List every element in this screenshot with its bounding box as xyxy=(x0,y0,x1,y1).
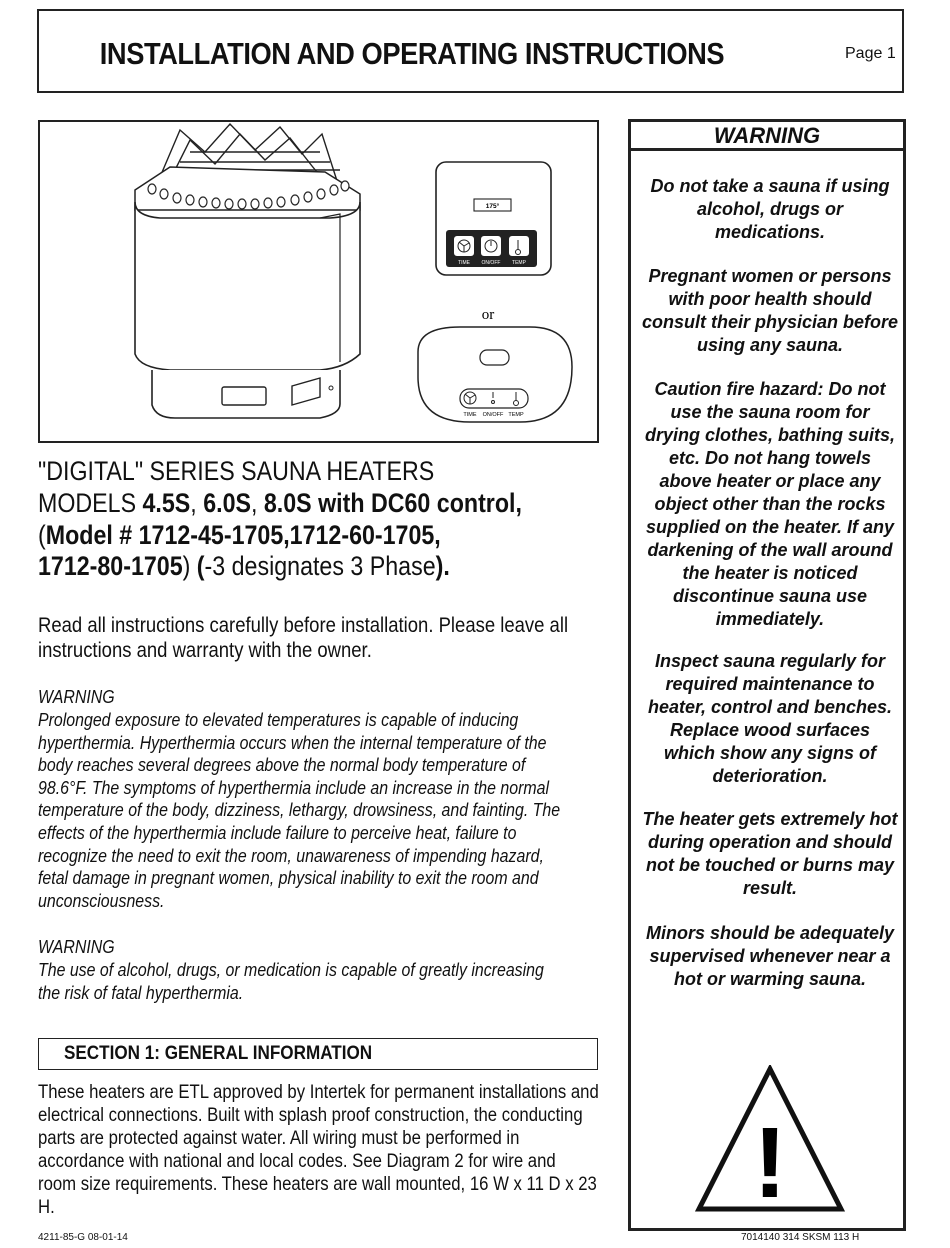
warning-paragraph-alcohol: Do not take a sauna if using alcohol, drugs or medications. xyxy=(650,176,890,242)
warning-paragraph-fire: Caution fire hazard: Do not use the sauna room for drying clothes, bathing suits, etc. Do not hang towels above heater or place any object other than the rocks supplied on the heater. If any darkening of the wall around the heater is noticed discontinue sauna use immediately. xyxy=(644,379,896,629)
svg-text:TIME: TIME xyxy=(458,260,470,266)
warning-paragraph-minors: Minors should be adequately supervised whenever near a hot or warming sauna. xyxy=(645,923,895,989)
warning-box-title: WARNING xyxy=(631,122,903,151)
warning-1-label: WARNING xyxy=(38,686,115,707)
warning-2-text: The use of alcohol, drugs, or medication is capable of greatly increasing the risk of fatal hyperthermia. xyxy=(38,959,544,1003)
svg-text:ON/OFF: ON/OFF xyxy=(482,412,504,418)
heater-figure xyxy=(38,120,599,443)
svg-text:TIME: TIME xyxy=(463,412,477,418)
warning-1-text: Prolonged exposure to elevated temperatures is capable of inducing hyperthermia. Hyperthermia occurs when the internal temperature of the body reaches several degrees above the normal body temperature of 98.6°F. The symptoms of hyperthermia include an increase in the normal temperature of the body, dizziness, lethargy, drowsiness, and fainting. The effects of the hyperthermia include failure to perceive heat, failure to recognize the need to exit the room, unawareness of impending hazard, fetal damage in pregnant women, physical inability to exit the room and unconsciousness. xyxy=(38,709,561,911)
svg-text:!: ! xyxy=(753,1107,787,1215)
svg-text:or: or xyxy=(481,307,495,323)
warning-paragraph-inspect: Inspect sauna regularly for required maintenance to heater, control and benches. Replace wood surfaces which show any signs of deterioration. xyxy=(647,651,893,786)
footer-doc-code: 4211-85-G 08-01-14 xyxy=(38,1232,128,1243)
section-1-title: SECTION 1: GENERAL INFORMATION xyxy=(64,1043,373,1064)
warning-triangle-icon xyxy=(695,1065,845,1215)
svg-text:TEMP: TEMP xyxy=(508,412,524,418)
warning-2-label: WARNING xyxy=(38,936,115,957)
models-line: MODELS 4.5S, 6.0S, 8.0S with DC60 control, xyxy=(38,488,522,518)
svg-text:ON/OFF: ON/OFF xyxy=(481,260,501,266)
page-title: INSTALLATION AND OPERATING INSTRUCTIONS xyxy=(99,36,725,71)
svg-text:175°: 175° xyxy=(485,203,500,210)
page-number: Page 1 xyxy=(845,45,896,62)
intro-text: Read all instructions carefully before installation. Please leave all instructions and warranty with the owner. xyxy=(38,614,569,662)
model-numbers-line: (Model # 1712-45-1705,1712-60-1705, xyxy=(38,520,441,550)
section-1-text: These heaters are ETL approved by Intertek for permanent installations and electrical connections. Built with splash proof construction, the conducting parts are protected against water. All wiring must be performed in accordance with national and local codes. See Diagram 2 for wire and room size requirements. These heaters are wall mounted, 16 W x 11 D x 23 H. xyxy=(38,1082,599,1218)
warning-paragraph-hot: The heater gets extremely hot during operation and should not be touched or burns may result. xyxy=(642,809,898,898)
sauna-heater-illustration xyxy=(40,122,597,441)
svg-text:TEMP: TEMP xyxy=(512,260,526,266)
product-series-title: "DIGITAL" SERIES SAUNA HEATERS xyxy=(38,456,435,486)
footer-part-number: 7014140 314 SKSM 113 H xyxy=(741,1232,860,1243)
warning-paragraph-pregnant: Pregnant women or persons with poor health should consult their physician before using any sauna. xyxy=(641,266,899,355)
model-numbers-line-2: 1712-80-1705) (-3 designates 3 Phase). xyxy=(38,551,450,581)
